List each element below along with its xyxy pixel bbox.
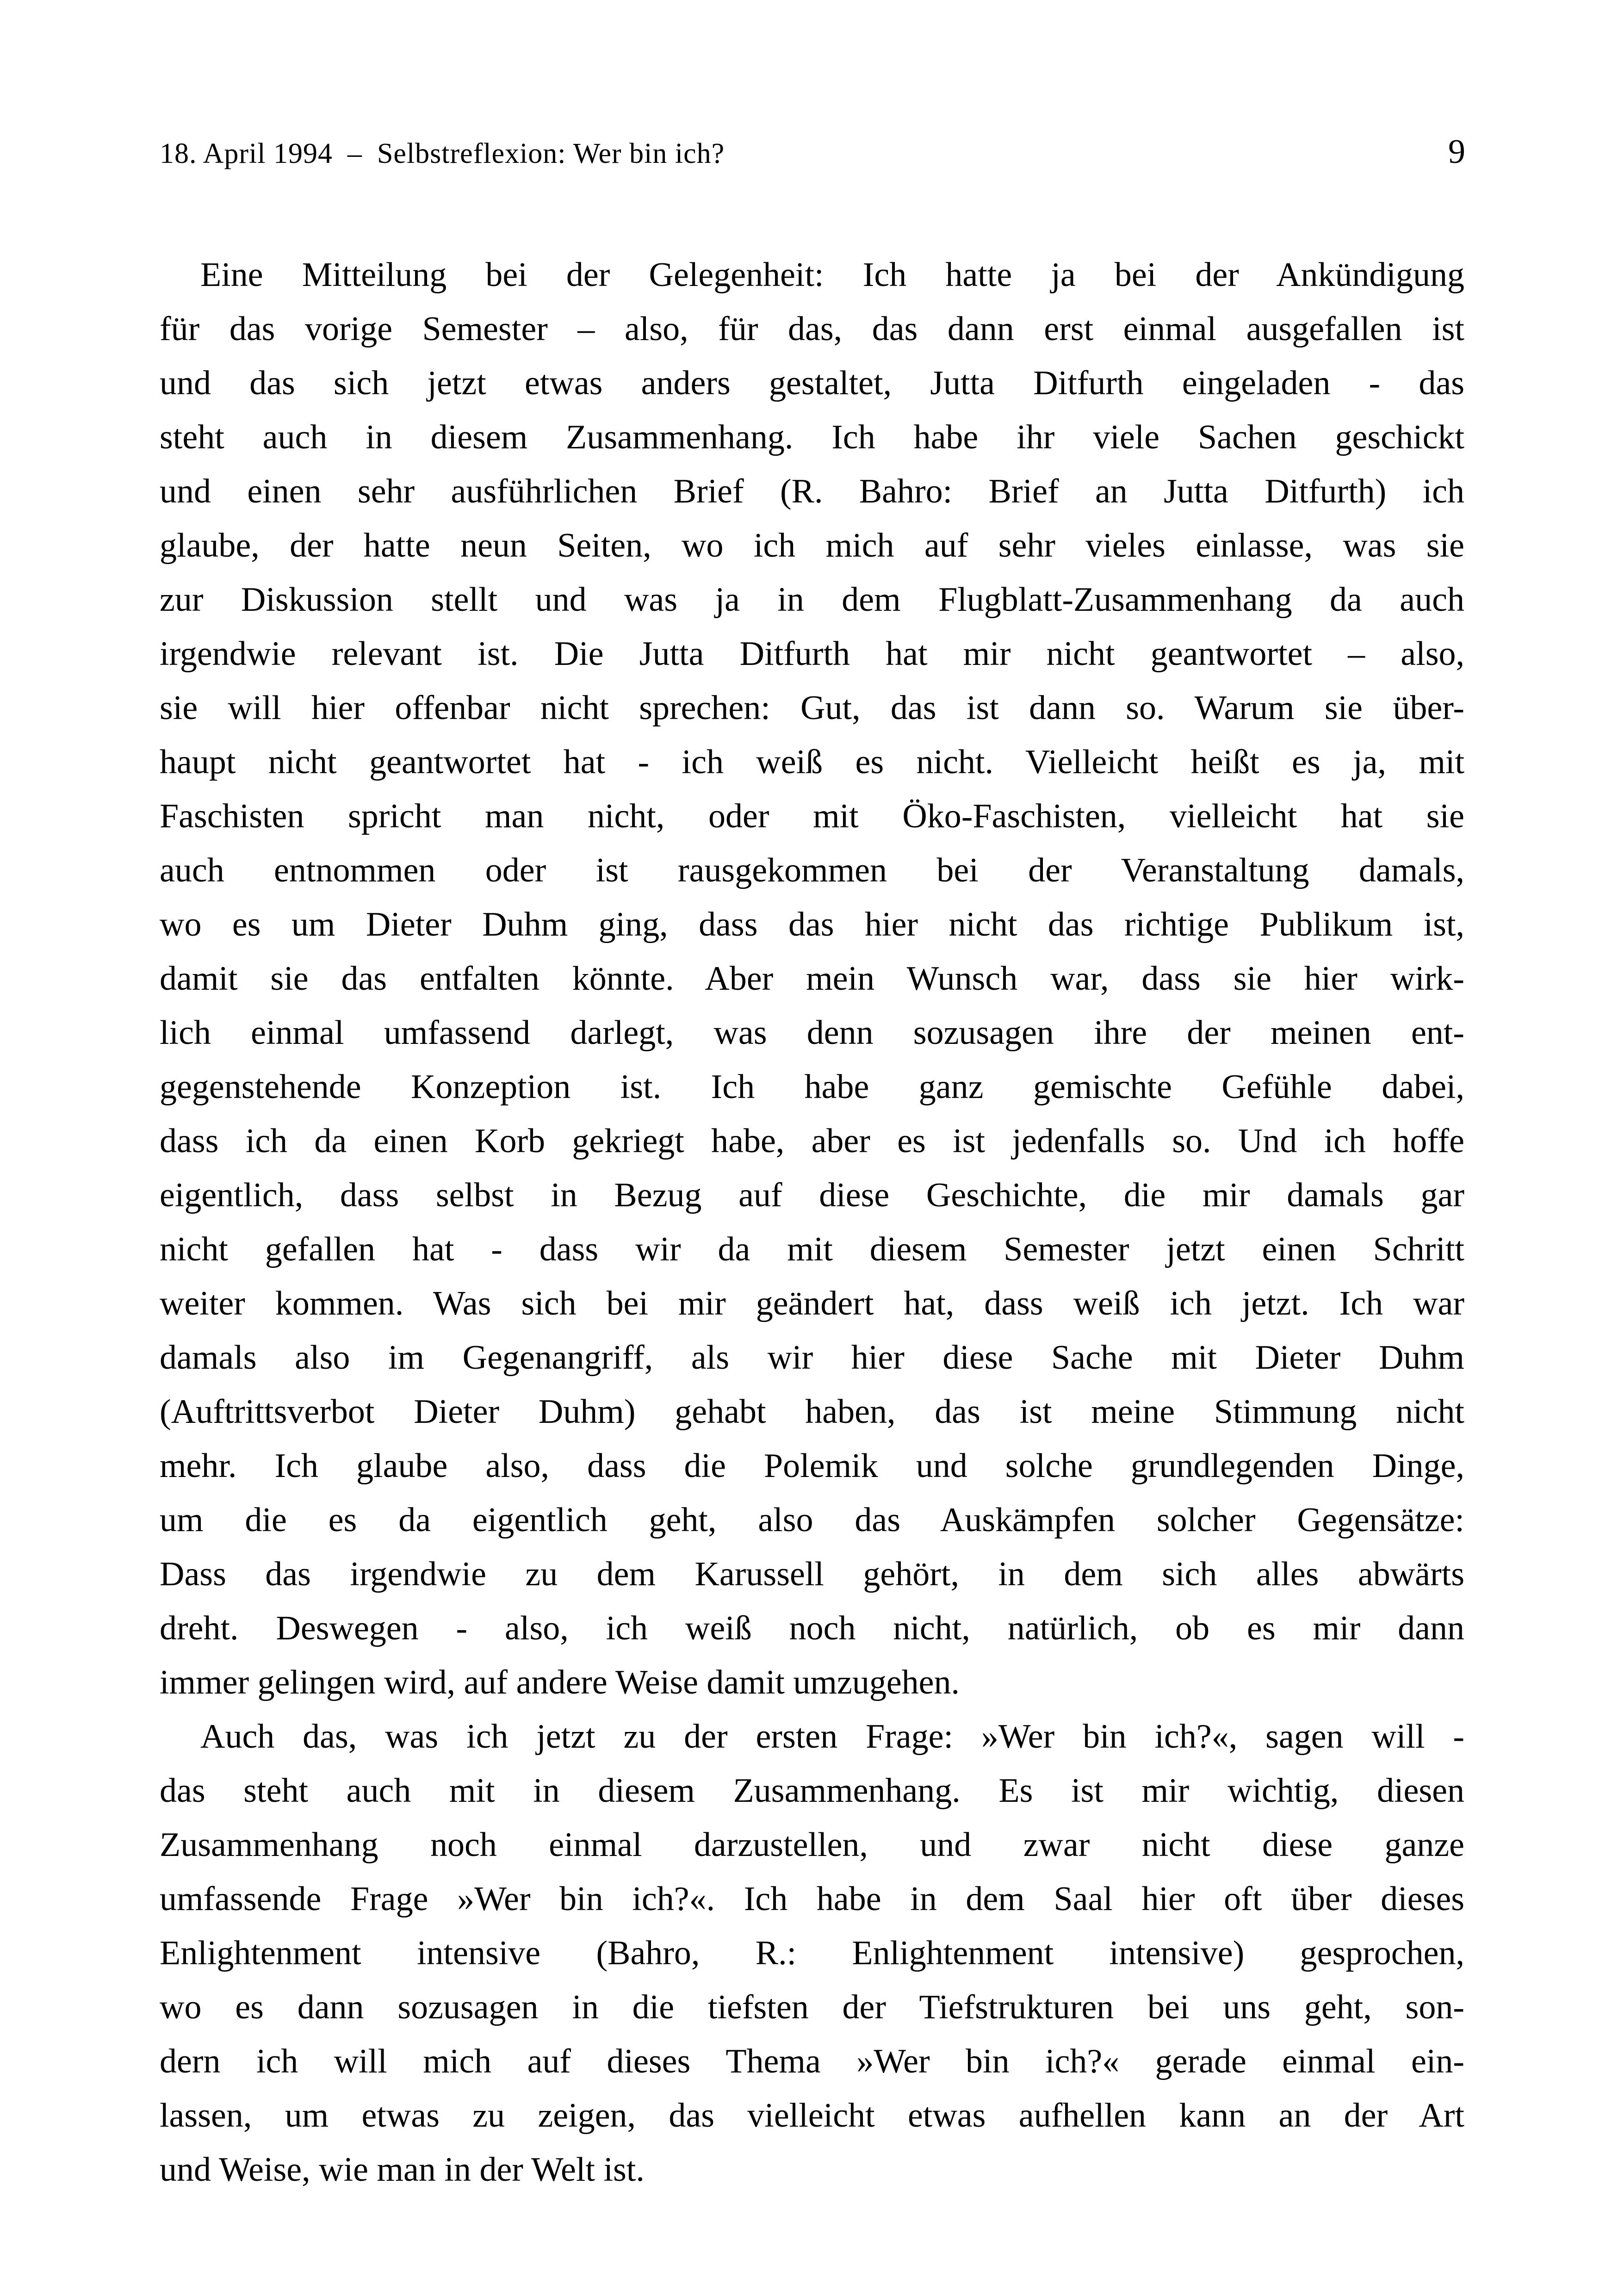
- text-line: lich einmal umfassend darlegt, was denn sozusagen ihre der meinen ent-: [160, 1014, 1464, 1052]
- text-line: sie will hier offenbar nicht sprechen: Gut, das ist dann so. Warum sie über-: [160, 689, 1464, 727]
- page-number: 9: [1448, 133, 1465, 171]
- text-line: immer gelingen wird, auf andere Weise damit umzugehen.: [160, 1663, 960, 1701]
- text-line: Faschisten spricht man nicht, oder mit Öko-Faschisten, vielleicht hat sie: [160, 797, 1464, 835]
- text-line: wo es um Dieter Duhm ging, dass das hier nicht das richtige Publikum ist,: [160, 906, 1464, 943]
- text-line: Eine Mitteilung bei der Gelegenheit: Ich hatte ja bei der Ankündigung: [200, 256, 1464, 294]
- text-line: mehr. Ich glaube also, dass die Polemik und solche grundlegenden Dinge,: [160, 1447, 1464, 1485]
- text-line: weiter kommen. Was sich bei mir geändert hat, dass weiß ich jetzt. Ich war: [160, 1285, 1464, 1322]
- text-line: um die es da eigentlich geht, also das Auskämpfen solcher Gegensätze:: [160, 1501, 1464, 1539]
- text-line: Zusammenhang noch einmal darzustellen, und zwar nicht diese ganze: [160, 1826, 1464, 1864]
- text-line: haupt nicht geantwortet hat - ich weiß es nicht. Vielleicht heißt es ja, mit: [160, 743, 1464, 781]
- text-line: nicht gefallen hat - dass wir da mit diesem Semester jetzt einen Schritt: [160, 1230, 1464, 1268]
- text-line: auch entnommen oder ist rausgekommen bei der Veranstaltung damals,: [160, 851, 1464, 889]
- text-line: steht auch in diesem Zusammenhang. Ich habe ihr viele Sachen geschickt: [160, 418, 1464, 456]
- text-line: und einen sehr ausführlichen Brief (R. Bahro: Brief an Jutta Ditfurth) ich: [160, 472, 1464, 510]
- text-line: damals also im Gegenangriff, als wir hier diese Sache mit Dieter Duhm: [160, 1339, 1464, 1377]
- text-line: irgendwie relevant ist. Die Jutta Ditfurth hat mir nicht geantwortet – also,: [160, 635, 1464, 673]
- text-line: und das sich jetzt etwas anders gestaltet, Jutta Ditfurth eingeladen - das: [160, 364, 1464, 402]
- text-line: gegenstehende Konzeption ist. Ich habe ganz gemischte Gefühle dabei,: [160, 1068, 1464, 1106]
- text-line: und Weise, wie man in der Welt ist.: [160, 2151, 645, 2189]
- text-line: umfassende Frage »Wer bin ich?«. Ich habe in dem Saal hier oft über dieses: [160, 1880, 1464, 1918]
- text-line: eigentlich, dass selbst in Bezug auf diese Geschichte, die mir damals gar: [160, 1176, 1464, 1214]
- text-line: damit sie das entfalten könnte. Aber mein Wunsch war, dass sie hier wirk-: [160, 960, 1464, 998]
- running-head: [160, 133, 1465, 171]
- text-line: zur Diskussion stellt und was ja in dem Flugblatt-Zusammenhang da auch: [160, 581, 1464, 619]
- text-line: das steht auch mit in diesem Zusammenhang. Es ist mir wichtig, diesen: [160, 1772, 1464, 1810]
- text-line: dass ich da einen Korb gekriegt habe, aber es ist jedenfalls so. Und ich hoffe: [160, 1122, 1464, 1160]
- running-head-title: 18. April 1994 – Selbstreflexion: Wer bin ich?: [160, 138, 725, 169]
- text-line: wo es dann sozusagen in die tiefsten der Tiefstrukturen bei uns geht, son-: [160, 1988, 1464, 2026]
- body-text: [160, 248, 1464, 2197]
- text-line: (Auftrittsverbot Dieter Duhm) gehabt haben, das ist meine Stimmung nicht: [160, 1393, 1464, 1431]
- text-line: glaube, der hatte neun Seiten, wo ich mich auf sehr vieles einlasse, was sie: [160, 527, 1464, 565]
- text-line: dern ich will mich auf dieses Thema »Wer bin ich?« gerade einmal ein-: [160, 2042, 1464, 2080]
- text-line: dreht. Deswegen - also, ich weiß noch nicht, natürlich, ob es mir dann: [160, 1609, 1464, 1647]
- text-line: für das vorige Semester – also, für das, das dann erst einmal ausgefallen ist: [160, 310, 1464, 348]
- text-line: Enlightenment intensive (Bahro, R.: Enlightenment intensive) gesprochen,: [160, 1934, 1464, 1972]
- text-line: lassen, um etwas zu zeigen, das vielleicht etwas aufhellen kann an der Art: [160, 2097, 1464, 2135]
- text-line: Auch das, was ich jetzt zu der ersten Frage: »Wer bin ich?«, sagen will -: [200, 1718, 1464, 1756]
- text-line: Dass das irgendwie zu dem Karussell gehört, in dem sich alles abwärts: [160, 1555, 1464, 1593]
